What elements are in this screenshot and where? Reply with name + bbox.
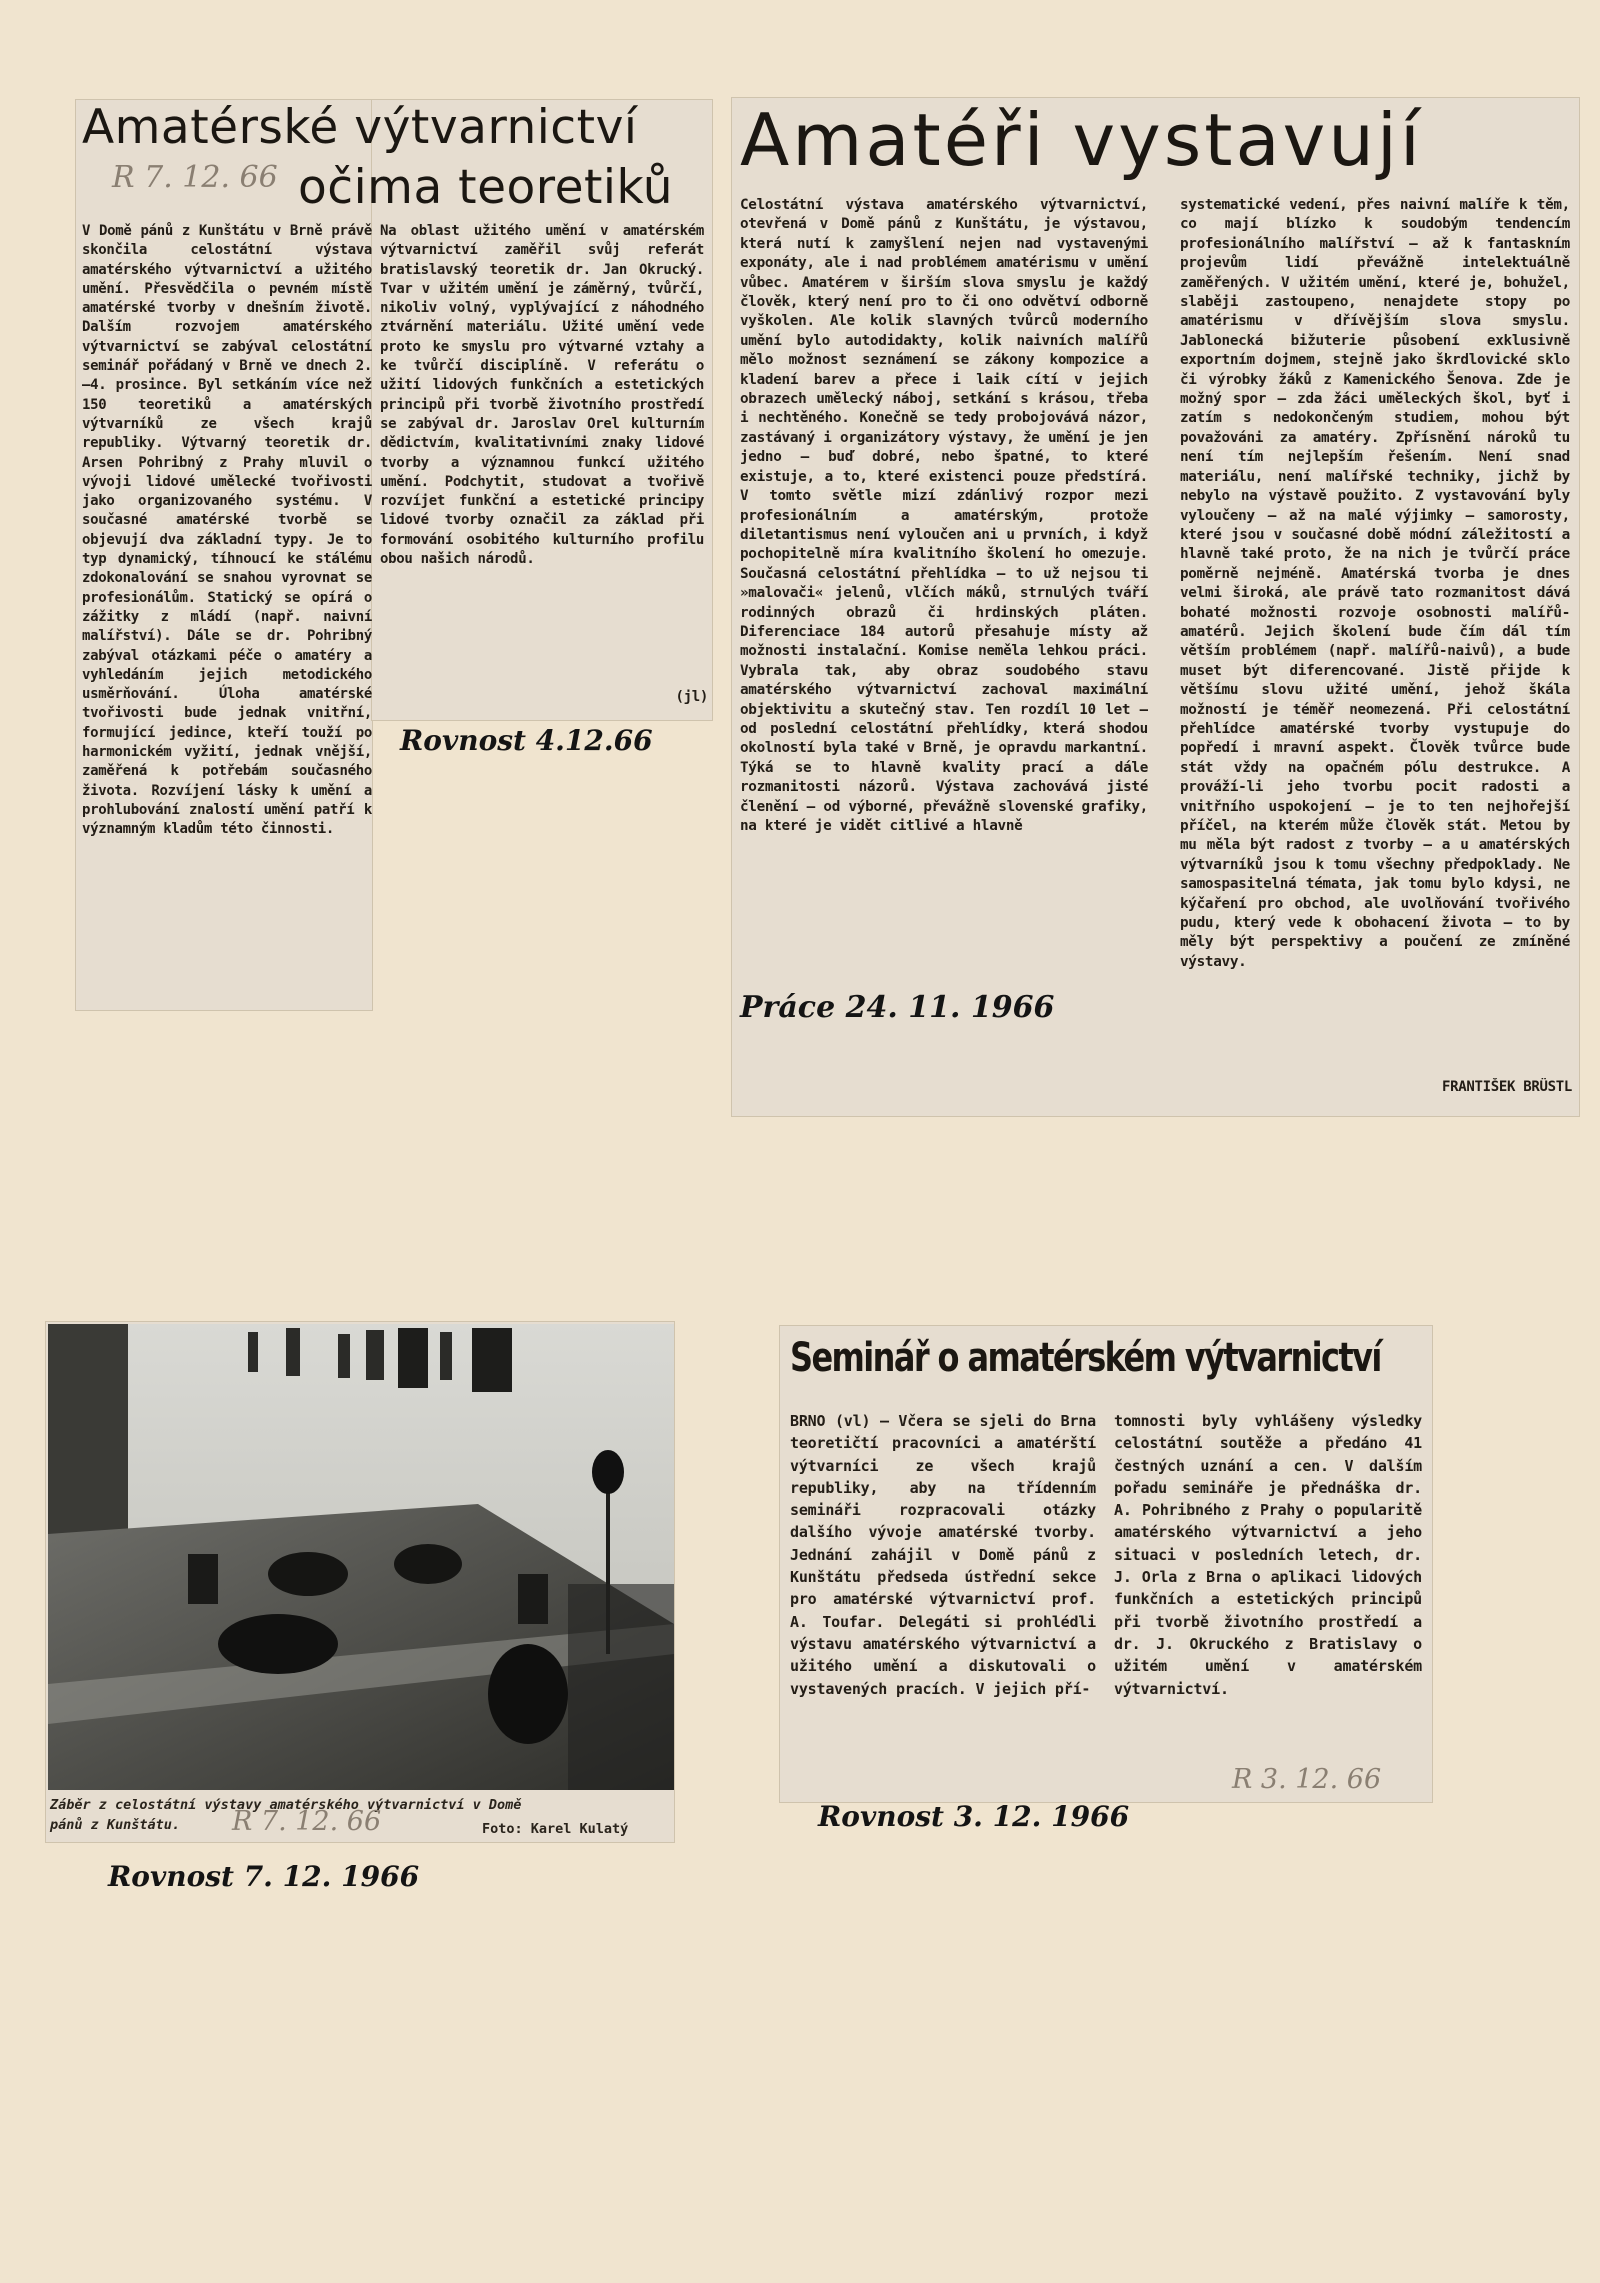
pottery-object <box>268 1552 348 1596</box>
photo-source-note: Rovnost 7. 12. 1966 <box>108 1860 420 1893</box>
hanging-artwork <box>366 1330 384 1380</box>
article2-column-1: Celostátní výstava amatérského výtvarnictví, otevřená v Domě pánů z Kunštátu, je výstavou, která nutí k zamyšlení nejen nad vystavenými exponáty, ale i nad problémem amatérismu v umění vůbec. Amatérem v širším slova smyslu je každý člověk, který není pro to či ono odvětví odborně vyškolen. Ale kolik slavných tvůrců moderního umění bylo autodidakty, kolik naivních malířů mělo možnost seznámení se zákony kompozice a kladení barev a přece i laik cítí v jejich obrazech umělecký náboj, setkání s krásou, třeba i nechtěného. Konečně se tedy probojovává názor, zastávaný i organizátory výstavy, že umění je jen jedno — buď dobré, nebo špatné, to které existuje, a to, které existenci pouze předstírá. V tomto světle mizí zdánlivý rozpor mezi profesionálním a amatérským, protože diletantismus není vyloučen ani u prvních, i když pochopitelně míra kvalitního školení ho omezuje. Současná celostátní přehlídka — to už nejsou ti »malovači« jelenů, vlčích máků, strnulých tváří rodinných obrazů či hrdinských pláten. Diferenciace 184 autorů přesahuje místy až možnosti instalační. Komise neměla lehkou práci. Vybrala tak, aby obraz soudobého stavu amatérského výtvarnictví zachoval maximální objektivitu a skutečný stav. Ten rozdíl 10 let — od poslední celostátní přehlídky, která shodou okolností byla také v Brně, je opravdu markantní. Týká se to hlavně kvality prací a dále rozmanitosti názorů. Výstava zachovává jisté členění — od výborné, převážně slovenské grafiky, na které je vidět citlivé a hlavně <box>740 197 1148 834</box>
article1-column-2: Na oblast užitého umění v amatérském výtvarnictví zaměřil svůj referát bratislavský teoretik dr. Jan Okrucký. Tvar v užitém umění je záměrný, tvůrčí, nikoliv volný, vyplývající z náhodného ztvárnění materiálu. Užité umění vede proto ke smyslu pro výtvarné vztahy a ke tvůrčí disciplíně. V referátu o užití lidových funkčních a estetických principů při tvorbě životního prostředí se zabýval dr. Jaroslav Orel kulturním dědictvím, kvalitativními znaky lidové tvorby a významnou funkcí užitého umění. Podchytit, studovat a tvořivě rozvíjet funkční a estetické principy lidové tvorby označil za základ při formování osobitého kulturního profilu obou našich národů. <box>380 223 704 568</box>
article2-signature: FRANTIŠEK BRÜSTL <box>1441 1079 1572 1095</box>
floor-lamp-shade <box>592 1450 624 1494</box>
article1-title-line2: očima teoretiků <box>298 160 674 215</box>
article3-column-1: BRNO (vl) — Včera se sjeli do Brna teoretičtí pracovníci a amatérští výtvarníci ze všech krajů republiky, aby na třídenním semináři rozpracovali otázky dalšího vývoje amatérské tvorby. Jednání zahájil v Domě pánů z Kunštátu předseda ústřední sekce pro amatérské výtvarnictví prof. A. Toufar. Delegáti si prohlédli výstavu amatérského výtvarnictví a užitého umění a diskutovali o vystavených pracích. V jejich pří- <box>790 1412 1096 1698</box>
hanging-artwork <box>286 1328 300 1376</box>
hanging-artwork <box>398 1328 428 1388</box>
hanging-artwork <box>338 1334 350 1378</box>
article2-title: Amatéři vystavují <box>740 98 1423 182</box>
pottery-object <box>188 1554 218 1604</box>
article3-column-2: tomnosti byly vyhlášeny výsledky celostátní soutěže a předáno 41 čestných uznání a cen. V dalším pořadu semináře je přednáška dr. A. Pohribného z Prahy o popularitě amatérského výtvarnictví a jeho situaci v posledních letech, dr. J. Orla z Brna o aplikaci lidových funkčních a estetických principů při tvorbě životního prostředí a dr. J. Okruckého z Bratislavy o užitém umění v amatérském výtvarnictví. <box>1114 1412 1422 1698</box>
exhibition-photo <box>48 1324 674 1790</box>
photo-caption-line1: Záběr z celostátní výstavy amatérského výtvarnictví v Domě <box>50 1797 522 1813</box>
article3-title: Seminář o amatérském výtvarnictví <box>790 1335 1381 1381</box>
hanging-artwork <box>440 1332 452 1380</box>
photo-dark-right <box>568 1584 674 1790</box>
article1-source-note: Rovnost 4.12.66 <box>400 724 653 757</box>
article1-pencil-date: R 7. 12. 66 <box>112 160 278 195</box>
article3-source-note: Rovnost 3. 12. 1966 <box>818 1800 1130 1833</box>
article2-source-note: Práce 24. 11. 1966 <box>740 990 1055 1025</box>
photo-pencil-date: R 7. 12. 66 <box>232 1806 382 1837</box>
hanging-artwork <box>472 1328 512 1392</box>
article1-signature: (jl) <box>675 689 708 705</box>
pottery-object <box>488 1644 568 1744</box>
photo-credit: Foto: Karel Kulatý <box>482 1821 629 1837</box>
pottery-object <box>518 1574 548 1624</box>
hanging-artwork <box>248 1332 258 1372</box>
article1-title-line1: Amatérské výtvarnictví <box>82 100 638 155</box>
article1-column-1: V Domě pánů z Kunštátu v Brně právě skončila celostátní výstava amatérského výtvarnictví a užitého umění. Přesvědčila o pevném místě amatérské tvorby v dnešním životě. Dalším rozvojem amatérského výtvarnictví se zabýval celostátní seminář pořádaný v Brně ve dnech 2.—4. prosince. Byl setkáním více než 150 teoretiků a amatérských výtvarníků ze všech krajů republiky. Výtvarný teoretik dr. Arsen Pohribný z Prahy mluvil o vývoji lidové umělecké tvořivosti jako organizovaného systému. V současné amatérské tvorbě se objevují dva základní typy. Je to typ dynamický, tíhnoucí ke stálému zdokonalování se snahou vyrovnat se profesionálům. Statický se opírá o zážitky z mládí (např. naivní malířství). Dále se dr. Pohribný zabýval otázkami péče o amatéry a vyhledáním jejich metodického usměrňování. Úloha amatérské tvořivosti bude jednak vnitřní, formující jedince, kteří touží po harmonickém vyžití, jednak vnější, zaměřená k potřebám současného života. Rozvíjení lásky k umění a prohlubování znalostí umění patří k významným kladům této činnosti. <box>82 223 372 838</box>
photo-caption-line2: pánů z Kunštátu. <box>50 1817 181 1833</box>
article3-pencil-date: R 3. 12. 66 <box>1232 1764 1382 1795</box>
article2-column-2: systematické vedení, přes naivní malíře k těm, co mají blízko k soudobým tendencím profesionálního malířství — až k fantaskním projevům lidí převážně intelektuálně zaměřených. V užitém umění, které je, bohužel, slaběji zastoupeno, nenajdete stopy po amatérismu v dřívějším slova smyslu. Jablonecká bižuterie působení exklusivně exportním dojmem, stejně jako škrdlovické sklo či výrobky žáků z Kamenického Šenova. Zde je možný spor — zda žáci uměleckých škol, byť i zatím s nedokončeným studiem, mohou být považováni za amatéry. Zpřísnění nároků tu není tím nejlepším řešením. Není snad materiálu, není malířské techniky, jichž by nebylo na výstavě použito. Z vystavování byly vyloučeny — až na malé výjimky — samorosty, které jsou v současné době módní záležitostí a hlavně také proto, že na nich je tvůrčí práce poměrně nejméně. Amatérská tvorba je dnes velmi široká, ale právě tato rozmanitost dává bohaté možnosti rozvoje osobnosti malířů-amatérů. Jejich školení bude čím dál tím větším problémem (např. malířů-naivů), a bude muset být diferencované. Jistě přijde k většímu slovu užité umění, jehož škála možností je téměř neomezená. Při celostátní přehlídce amatérské tvorby vystupuje do popředí i mravní aspekt. Člověk tvůrce bude stát vždy na opačném pólu destrukce. A prováží-li jeho tvorbu pocit radosti a vnitřního uspokojení — je to ten nejhořejší příčel, na kterém může člověk stát. Metou by mu měla být radost z tvorby — a u amatérských výtvarníků jsou k tomu všechny předpoklady. Ne samospasitelná témata, jak tomu bylo kdysi, ne kýčaření pro obchod, ale uvolňování tvořivého pudu, který vede k obohacení života — to by měly být perspektivy a poučení ze zmíněné výstavy. <box>1180 197 1570 970</box>
pottery-object <box>218 1614 338 1674</box>
pottery-object <box>394 1544 462 1584</box>
